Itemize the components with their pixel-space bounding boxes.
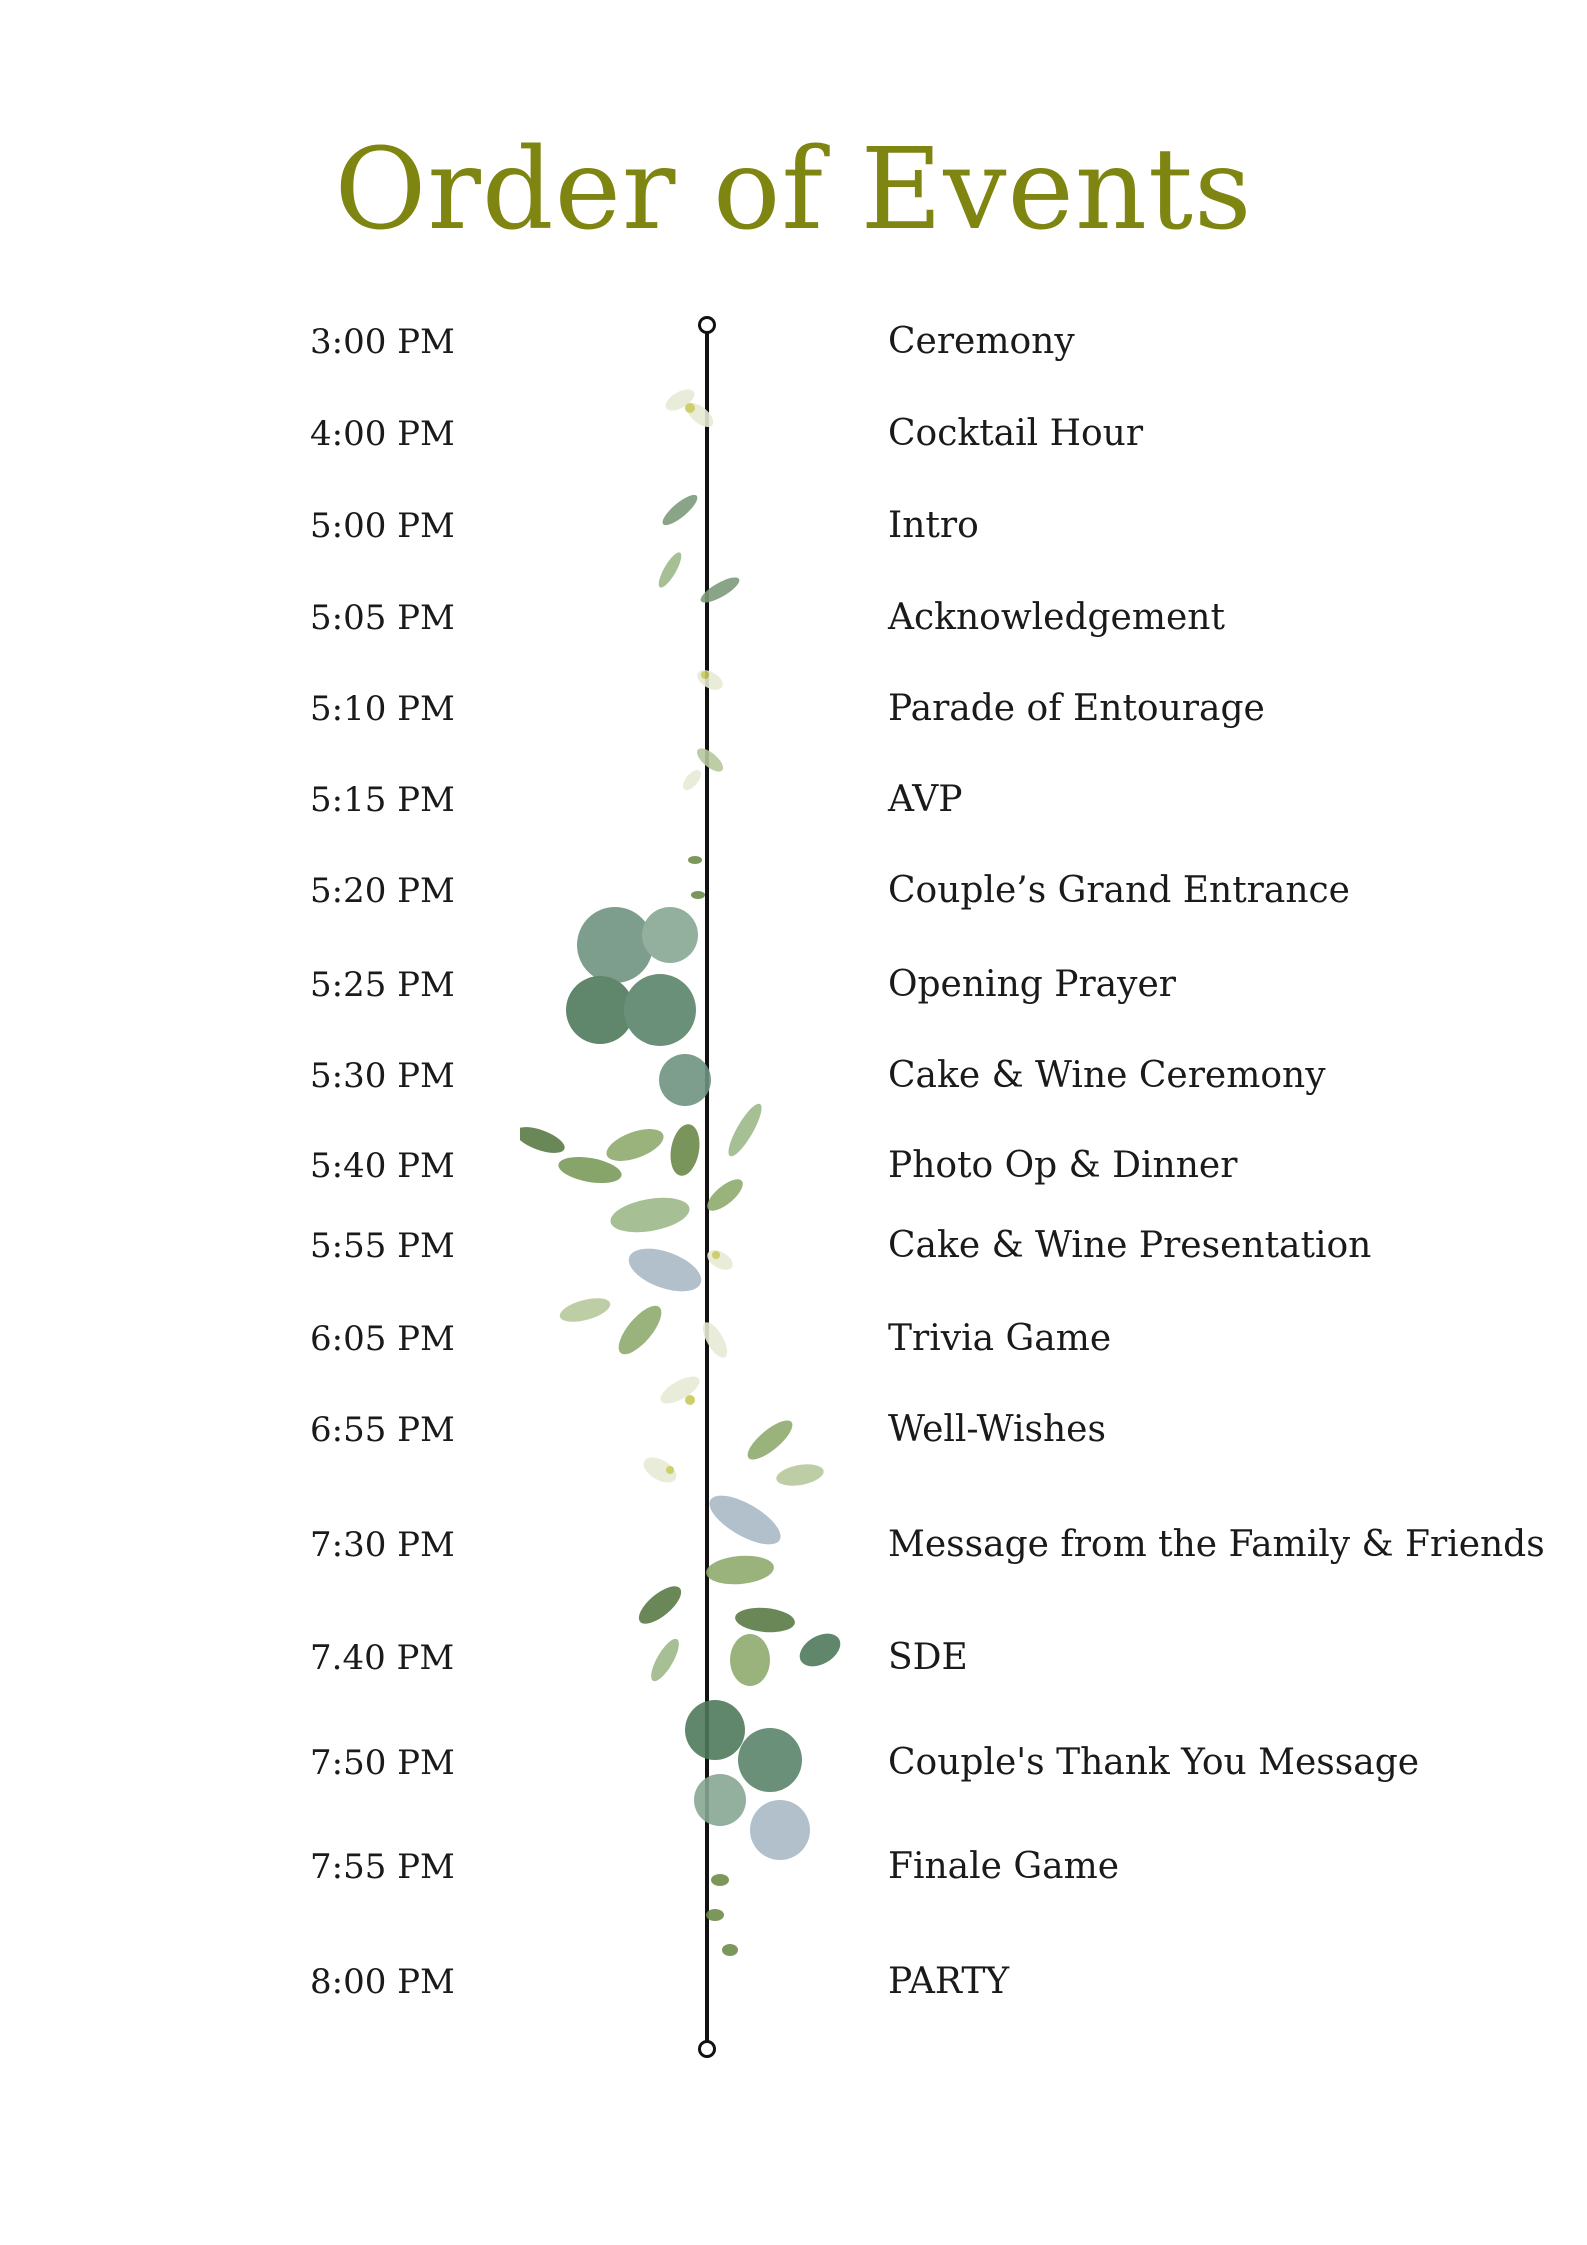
event-name: Well-Wishes bbox=[888, 1409, 1106, 1450]
event-name: Parade of Entourage bbox=[888, 688, 1265, 729]
event-name: Opening Prayer bbox=[888, 964, 1176, 1005]
event-name: Cake & Wine Presentation bbox=[888, 1225, 1372, 1266]
schedule-row bbox=[0, 1216, 1587, 1276]
event-name: Message from the Family & Friends bbox=[888, 1524, 1545, 1565]
schedule-row bbox=[0, 861, 1587, 921]
event-time: 5:00 PM bbox=[310, 506, 455, 546]
schedule-row bbox=[0, 770, 1587, 830]
schedule-row bbox=[0, 955, 1587, 1015]
schedule-row bbox=[0, 1046, 1587, 1106]
event-name: Ceremony bbox=[888, 321, 1075, 362]
timeline-end-dot bbox=[698, 2040, 716, 2058]
schedule-row bbox=[0, 1952, 1587, 2012]
event-time: 8:00 PM bbox=[310, 1962, 455, 2002]
event-name: Couple’s Grand Entrance bbox=[888, 870, 1350, 911]
event-time: 5:20 PM bbox=[310, 871, 455, 911]
schedule-row bbox=[0, 588, 1587, 648]
event-time: 6:55 PM bbox=[310, 1410, 455, 1450]
event-time: 5:15 PM bbox=[310, 780, 455, 820]
event-time: 7:30 PM bbox=[310, 1525, 455, 1565]
schedule-row bbox=[0, 1733, 1587, 1793]
event-time: 7:55 PM bbox=[310, 1847, 455, 1887]
event-name: Couple's Thank You Message bbox=[888, 1742, 1420, 1783]
event-time: 6:05 PM bbox=[310, 1319, 455, 1359]
event-name: Photo Op & Dinner bbox=[888, 1145, 1238, 1186]
event-time: 5:05 PM bbox=[310, 598, 455, 638]
event-time: 7.40 PM bbox=[310, 1638, 455, 1678]
schedule-row bbox=[0, 1309, 1587, 1369]
event-name: Cocktail Hour bbox=[888, 413, 1144, 454]
event-time: 5:10 PM bbox=[310, 689, 455, 729]
event-time: 7:50 PM bbox=[310, 1743, 455, 1783]
event-time: 5:25 PM bbox=[310, 965, 455, 1005]
event-name: Trivia Game bbox=[888, 1318, 1112, 1359]
schedule-row bbox=[0, 1136, 1587, 1196]
event-time: 5:55 PM bbox=[310, 1226, 455, 1266]
event-name: AVP bbox=[888, 779, 963, 820]
event-name: PARTY bbox=[888, 1961, 1010, 2002]
event-name: Acknowledgement bbox=[888, 597, 1225, 638]
page-title: Order of Events bbox=[334, 125, 1253, 255]
event-time: 5:30 PM bbox=[310, 1056, 455, 1096]
schedule-row bbox=[0, 312, 1587, 372]
event-name: Finale Game bbox=[888, 1846, 1120, 1887]
event-name: SDE bbox=[888, 1637, 968, 1678]
schedule-row bbox=[0, 1515, 1587, 1575]
event-name: Intro bbox=[888, 505, 979, 546]
event-time: 5:40 PM bbox=[310, 1146, 455, 1186]
schedule-row bbox=[0, 1837, 1587, 1897]
schedule-row bbox=[0, 1400, 1587, 1460]
event-name: Cake & Wine Ceremony bbox=[888, 1055, 1326, 1096]
schedule-row bbox=[0, 404, 1587, 464]
schedule-row bbox=[0, 1628, 1587, 1688]
event-time: 3:00 PM bbox=[310, 322, 455, 362]
schedule-row bbox=[0, 496, 1587, 556]
event-time: 4:00 PM bbox=[310, 414, 455, 454]
schedule-row bbox=[0, 679, 1587, 739]
